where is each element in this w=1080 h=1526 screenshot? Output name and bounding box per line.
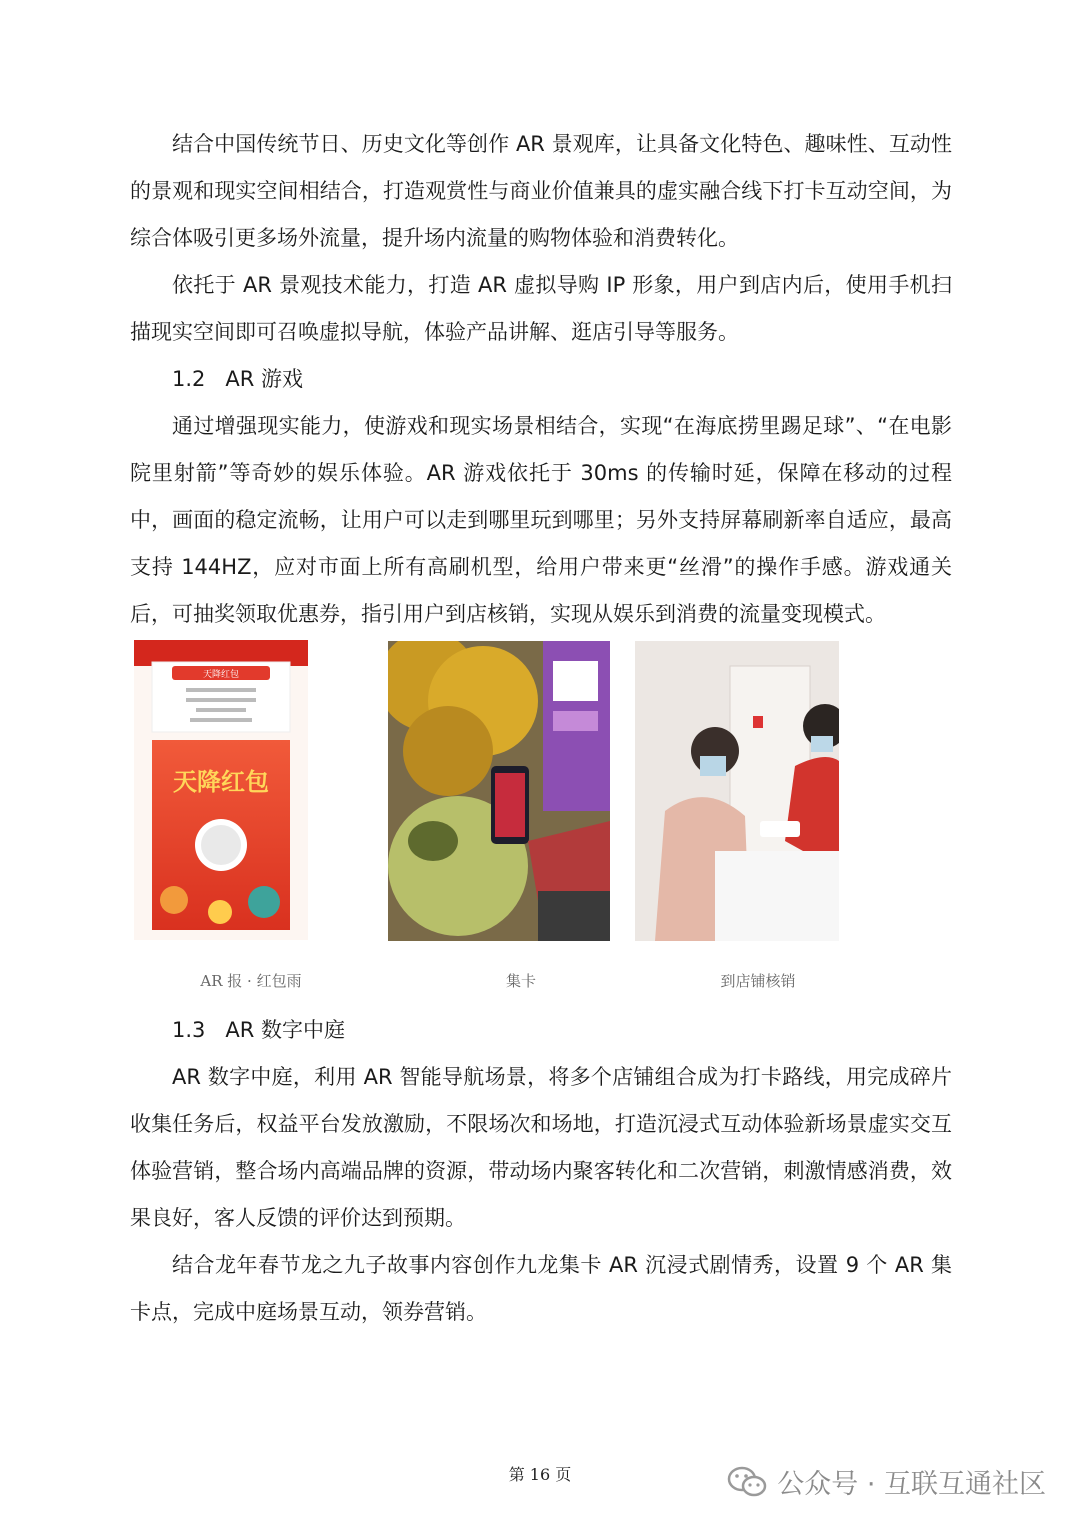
caption-card-collecting: 集卡 xyxy=(505,972,536,990)
wechat-icon xyxy=(727,1465,767,1499)
paragraph-ar-game: 通过增强现实能力，使游戏和现实场景相结合，实现“在海底捞里踢足球”、“在电影院里射箭”等奇妙的娱乐体验。AR 游戏依托于 30ms 的传输时延，保障在移动的过程中，画面的稳定流畅，让用户可以走到哪里玩到哪里；另外支持屏幕刷新率自适应，最高支持 144HZ，应对市面上所有高刷机型，给用户带来更“丝滑”的操作手感。游戏通关后，可抽奖领取优惠券，指引用户到店核销，实现从娱乐到消费的流量变现模式。 xyxy=(130,414,952,626)
paragraph-ar-shopping-guide: 依托于 AR 景观技术能力，打造 AR 虚拟导购 IP 形象，用户到店内后，使用手机扫描现实空间即可召唤虚拟导航，体验产品讲解、逛店引导等服务。 xyxy=(130,273,952,344)
page-number: 第 16 页 xyxy=(508,1465,572,1484)
paragraph-ar-digital-atrium: AR 数字中庭，利用 AR 智能导航场景，将多个店铺组合成为打卡路线，用完成碎片收集任务后，权益平台发放激励，不限场次和场地，打造沉浸式互动体验新场景虚实交互体验营销，整合场内高端品牌的资源，带动场内聚客转化和二次营销，刺激情感消费，效果良好，客人反馈的评价达到预期。 xyxy=(130,1065,952,1230)
caption-store-redemption: 到店铺核销 xyxy=(720,972,796,990)
heading-number: 1.3 xyxy=(172,1018,206,1042)
heading-text: AR 数字中庭 xyxy=(225,1018,346,1042)
red-packet-illustration xyxy=(134,640,308,940)
figure-red-packet-rain xyxy=(134,640,308,940)
heading-text: AR 游戏 xyxy=(225,367,304,391)
caption-red-packet-rain: AR 报 · 红包雨 xyxy=(200,972,302,990)
paragraph-nine-dragons: 结合龙年春节龙之九子故事内容创作九龙集卡 AR 沉浸式剧情秀，设置 9 个 AR 集卡点，完成中庭场景互动，领券营销。 xyxy=(130,1253,952,1324)
figure-store-redemption xyxy=(635,641,839,941)
red-packet-poster-title: 天降红包 xyxy=(173,768,269,796)
heading-ar-game xyxy=(172,356,303,403)
watermark-text: 公众号 · 互联互通社区 xyxy=(777,1469,1046,1500)
card-collecting-photo xyxy=(388,641,610,941)
figure-card-collecting xyxy=(388,641,610,941)
watermark xyxy=(727,1462,1046,1501)
store-redemption-photo xyxy=(635,641,839,941)
red-packet-banner: 天降红包 xyxy=(202,670,240,680)
heading-number: 1.2 xyxy=(172,367,206,391)
paragraph-ar-landscape: 结合中国传统节日、历史文化等创作 AR 景观库，让具备文化特色、趣味性、互动性的景观和现实空间相结合，打造观赏性与商业价值兼具的虚实融合线下打卡互动空间，为综合体吸引更多场外流量，提升场内流量的购物体验和消费转化。 xyxy=(130,132,952,250)
heading-ar-digital-atrium xyxy=(172,1007,345,1054)
